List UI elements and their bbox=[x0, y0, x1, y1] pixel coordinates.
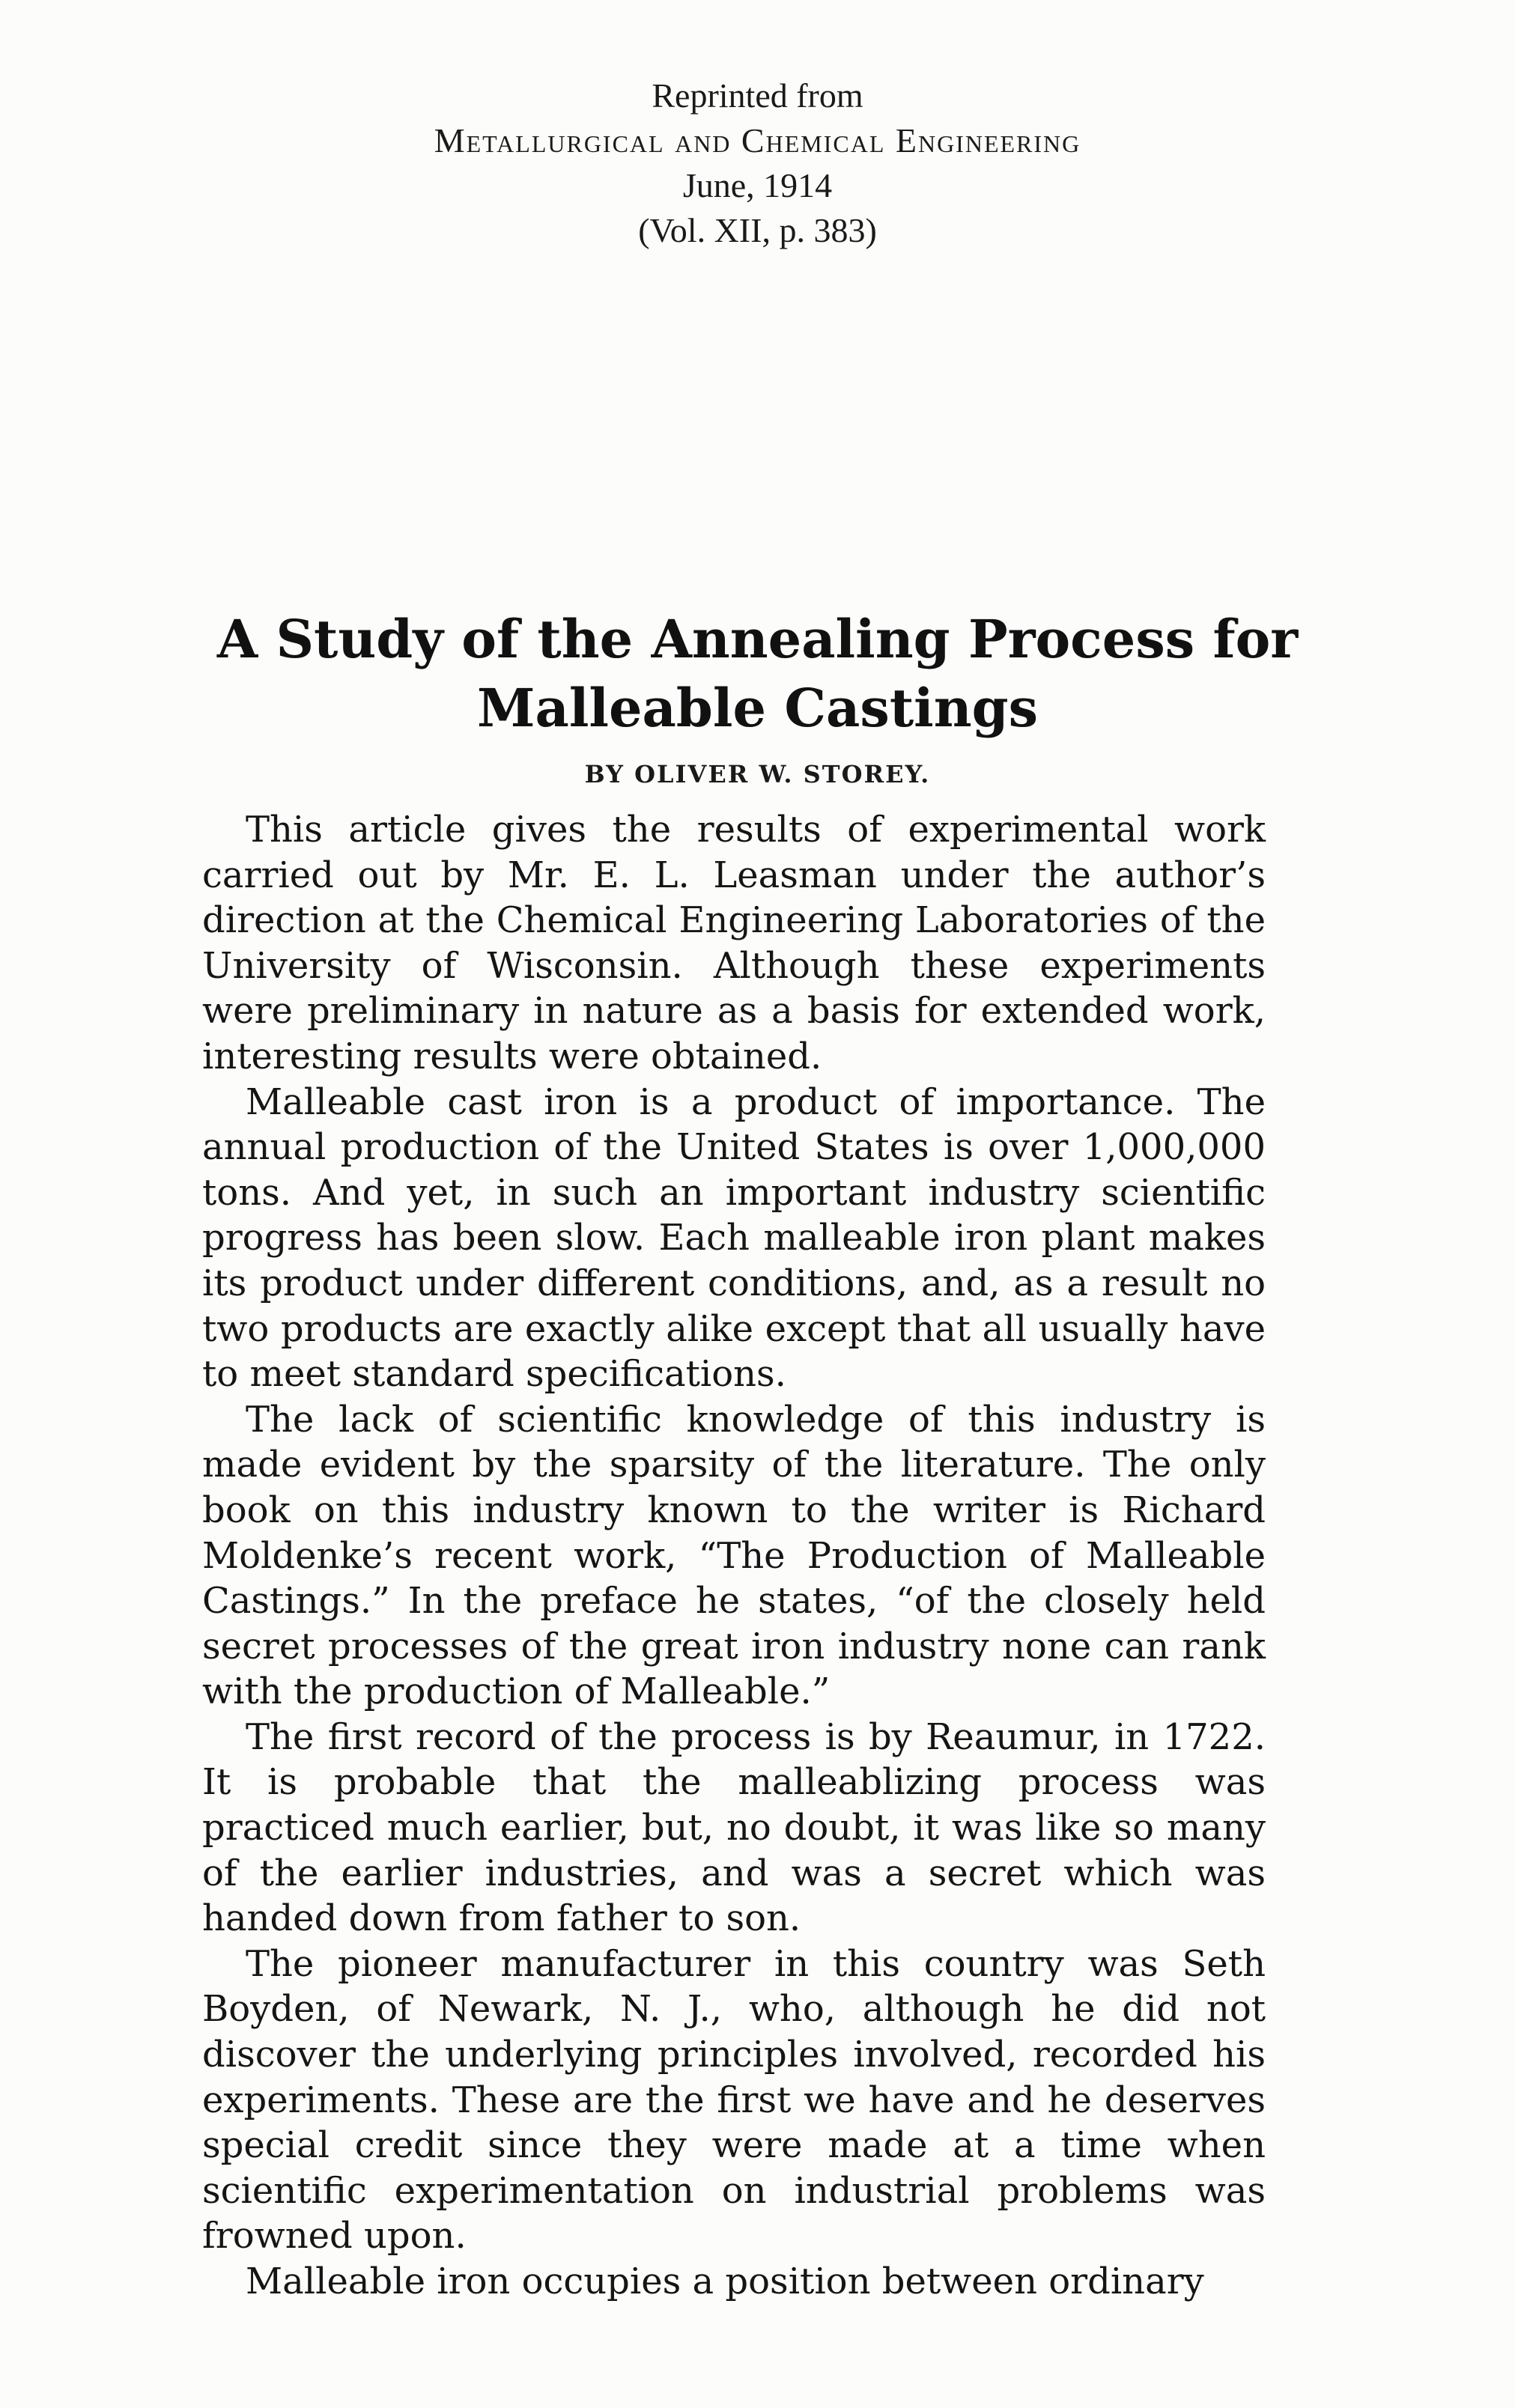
reprinted-from-line: Reprinted from bbox=[652, 76, 863, 115]
author-byline: BY OLIVER W. STOREY. bbox=[584, 760, 931, 788]
article-body bbox=[202, 807, 1266, 2305]
article-title bbox=[0, 605, 1515, 743]
journal-name: Metallurgical and Chemical Engineering bbox=[434, 121, 1081, 159]
paragraph-3: The lack of scientific knowledge of this industry is made evident by the sparsity of the literature. The only book on this industry known to the writer is Richard Moldenke’s recent work, “The Production of Malleable Castings.” In the preface he states, “of the closely held secret processes of the great iron industry none can rank with the production of Malleable.” bbox=[202, 1398, 1266, 1713]
article-title-line-1: A Study of the Annealing Process for bbox=[216, 608, 1299, 670]
paragraph-2: Malleable cast iron is a product of importance. The annual production of the United States is over 1,000,000 tons. And yet, in such an important industry scientific progress has been slow. Each malleable iron plant makes its product under different conditions, and, as a result no two products are exactly alike except that all usually have to meet standard specifications. bbox=[202, 1080, 1266, 1396]
article-title-line-2: Malleable Castings bbox=[476, 677, 1038, 739]
paragraph-5: The pioneer manufacturer in this country was Seth Boyden, of Newark, N. J., who, although he did not discover the underlying principles involved, recorded his experiments. These are the first we have and he deserves special credit since they were made at a time when scientific experimentation on industrial problems was frowned upon. bbox=[202, 1942, 1266, 2258]
paragraph-1: This article gives the results of experimental work carried out by Mr. E. L. Leasman under the author’s direction at the Chemical Engineering Laboratories of the University of Wisconsin. Although these experiments were preliminary in nature as a basis for extended work, interesting results were obtained. bbox=[202, 809, 1266, 1077]
reprint-header bbox=[0, 73, 1515, 253]
paragraph-4: The first record of the process is by Reaumur, in 1722. It is probable that the malleablizing process was practiced much earlier, but, no doubt, it was like so many of the earlier industries, and was a secret which was handed down from father to son. bbox=[202, 1715, 1266, 1940]
paragraph-6: Malleable iron occupies a position between ordinary bbox=[246, 2260, 1204, 2302]
volume-reference: (Vol. XII, p. 383) bbox=[638, 211, 877, 249]
issue-date: June, 1914 bbox=[682, 166, 833, 204]
